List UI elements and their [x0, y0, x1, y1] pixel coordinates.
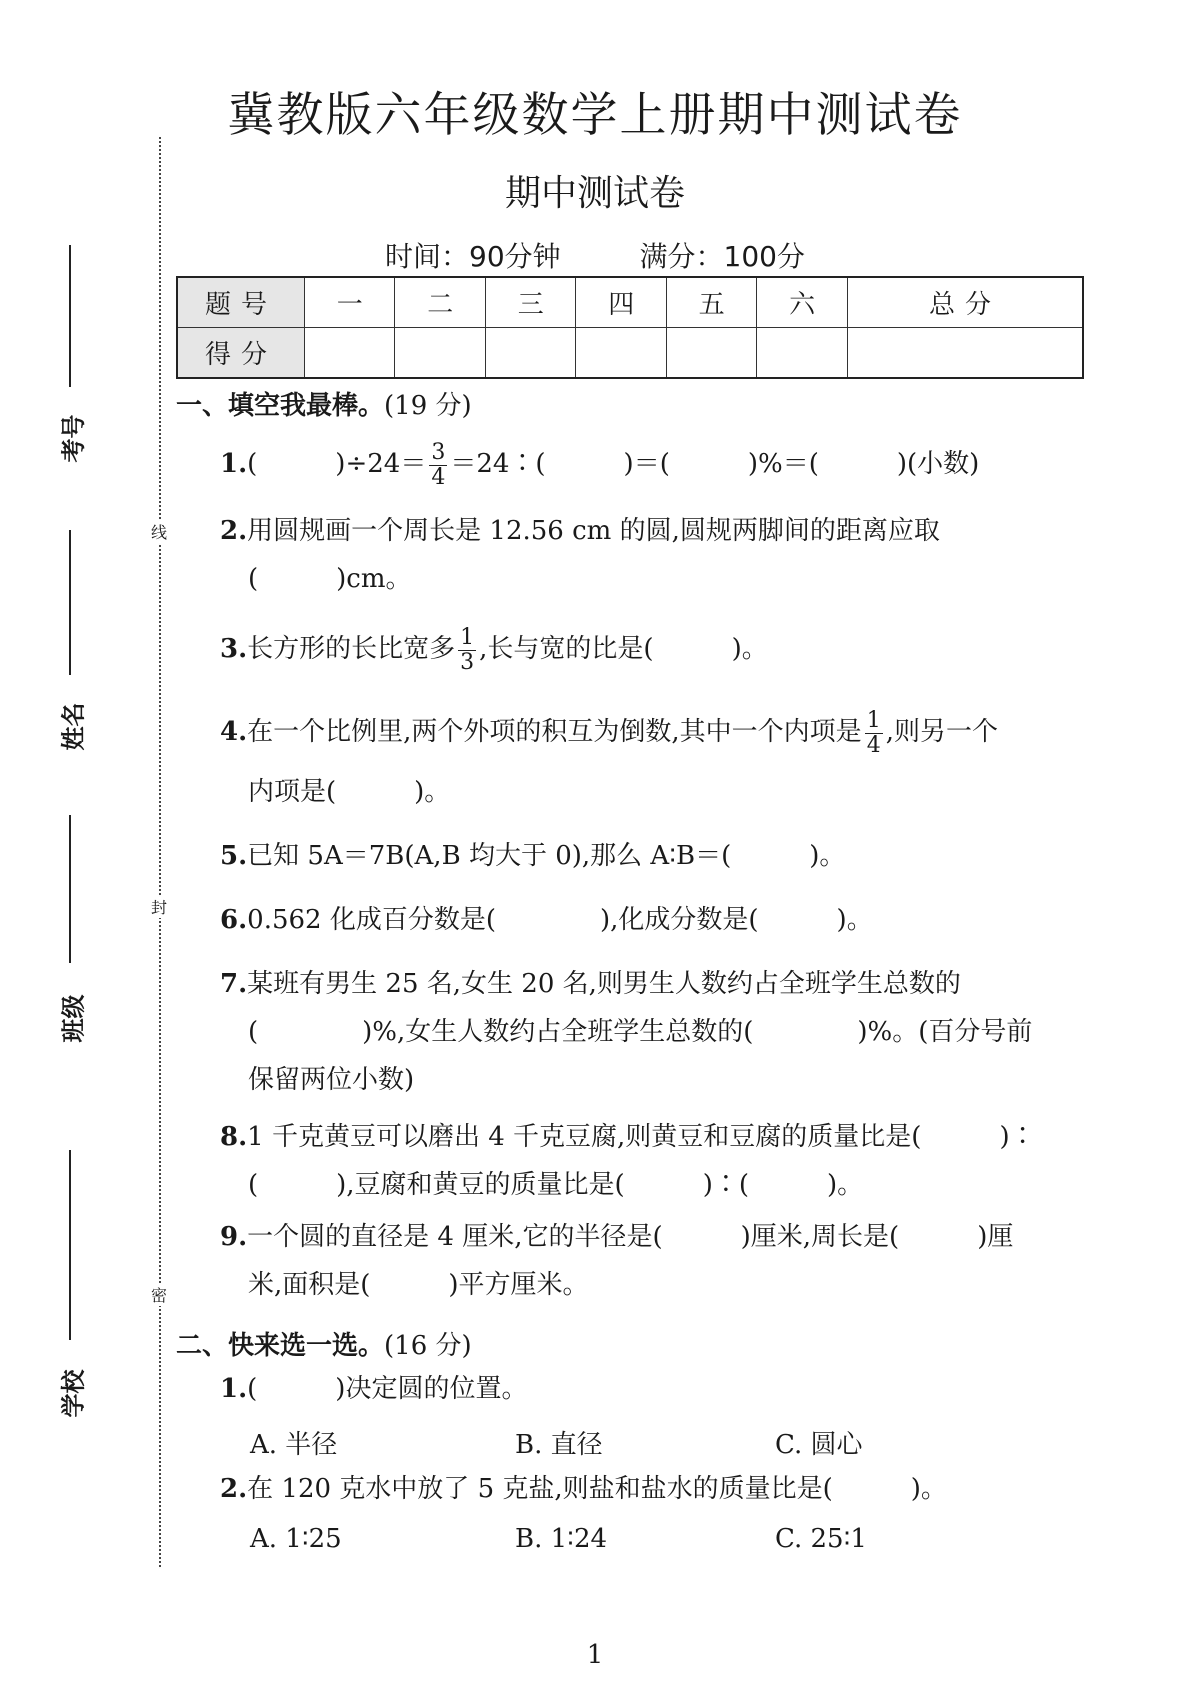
question-text: ( )决定圆的位置。 — [247, 1374, 528, 1404]
section-1-points: (19 分) — [384, 391, 472, 421]
binding-dotted-line — [159, 137, 161, 1567]
question-number: 1. — [220, 449, 248, 479]
question-text: 用圆规画一个周长是 12.56 cm 的圆,圆规两脚间的距离应取 — [247, 516, 940, 546]
s1-question-9 — [220, 1213, 1100, 1309]
s2-question-2 — [220, 1465, 1100, 1513]
question-text: ( )÷24＝ — [247, 449, 427, 479]
question-text: ＝24∶( )＝( )%＝( )(小数) — [450, 449, 980, 479]
score-table-score-row — [177, 328, 1083, 379]
section-1-heading — [176, 385, 472, 422]
cut-mark-secret: 密 — [147, 1283, 171, 1306]
fraction-denominator: 4 — [431, 464, 446, 490]
column-6: 六 — [757, 277, 847, 328]
question-text-line-2: 米,面积是( )平方厘米。 — [248, 1270, 589, 1300]
full-score: 满分：100分 — [639, 240, 805, 273]
question-number: 9. — [220, 1222, 248, 1252]
column-2: 二 — [395, 277, 485, 328]
score-table — [176, 276, 1084, 379]
s1-question-1 — [220, 440, 1100, 490]
fraction-numerator: 1 — [866, 707, 881, 733]
question-number: 1. — [220, 1374, 248, 1404]
question-text: ,则另一个 — [885, 717, 998, 747]
question-number: 2. — [220, 1474, 248, 1504]
question-text: 1 千克黄豆可以磨出 4 千克豆腐,则黄豆和豆腐的质量比是( )∶ — [247, 1122, 1036, 1152]
name-label: 姓名 — [59, 702, 88, 751]
column-total: 总分 — [847, 277, 1083, 328]
section-2-heading — [176, 1325, 472, 1362]
question-text-line-3: 保留两位小数) — [248, 1065, 415, 1095]
s1-question-8 — [220, 1113, 1100, 1209]
question-text: ,长与宽的比是( )。 — [479, 634, 768, 664]
cut-mark-seal: 封 — [147, 895, 171, 918]
question-text: 一个圆的直径是 4 厘米,它的半径是( )厘米,周长是( )厘 — [247, 1222, 1014, 1252]
question-text: 在 120 克水中放了 5 克盐,则盐和盐水的质量比是( )。 — [247, 1474, 947, 1504]
question-text: 在一个比例里,两个外项的积互为倒数,其中一个内项是 — [247, 717, 862, 747]
question-number: 5. — [220, 841, 248, 871]
option-b[interactable]: B. 1∶24 — [515, 1524, 608, 1554]
score-cell[interactable] — [757, 328, 847, 379]
column-5: 五 — [666, 277, 756, 328]
question-number: 2. — [220, 516, 248, 546]
fraction — [429, 441, 447, 490]
option-a[interactable]: A. 半径 — [250, 1430, 338, 1460]
s1-question-6 — [220, 896, 1100, 944]
question-text-line-2: ( ),豆腐和黄豆的质量比是( )∶( )。 — [248, 1170, 864, 1200]
section-2-title: 二、快来选一选。 — [176, 1331, 385, 1361]
fraction-numerator: 3 — [431, 439, 446, 465]
section-1-title: 一、填空我最棒。 — [176, 391, 385, 421]
question-text: 0.562 化成百分数是( ),化成分数是( )。 — [247, 905, 873, 935]
class-blank[interactable] — [69, 815, 71, 963]
fraction-numerator: 1 — [460, 624, 475, 650]
s1-question-3 — [220, 625, 1100, 675]
option-c[interactable]: C. 圆心 — [775, 1430, 863, 1460]
page-number: 1 — [586, 1640, 604, 1670]
score-cell[interactable] — [395, 328, 485, 379]
column-3: 三 — [485, 277, 575, 328]
s1-question-2 — [220, 507, 1100, 603]
question-number: 8. — [220, 1122, 248, 1152]
score-cell[interactable] — [576, 328, 666, 379]
name-blank[interactable] — [69, 530, 71, 675]
class-label: 班级 — [59, 994, 88, 1043]
question-text-line-2: ( )%,女生人数约占全班学生总数的( )%。(百分号前 — [248, 1017, 1033, 1047]
question-text: 已知 5A＝7B(A,B 均大于 0),那么 A∶B＝( )。 — [247, 841, 846, 871]
exam-info — [0, 235, 1190, 275]
score-cell[interactable] — [485, 328, 575, 379]
exam-number-label: 考号 — [59, 414, 88, 463]
score-cell-total[interactable] — [847, 328, 1083, 379]
s1-question-4 — [220, 708, 1100, 816]
option-a[interactable]: A. 1∶25 — [250, 1524, 342, 1554]
school-blank[interactable] — [69, 1150, 71, 1340]
cut-mark-line: 线 — [147, 520, 171, 543]
column-1: 一 — [305, 277, 395, 328]
score-cell[interactable] — [305, 328, 395, 379]
question-number: 6. — [220, 905, 248, 935]
question-text-line-2: 内项是( )。 — [248, 776, 451, 807]
fraction-denominator: 4 — [866, 732, 881, 758]
option-c[interactable]: C. 25∶1 — [775, 1524, 867, 1554]
time-limit: 时间：90分钟 — [385, 240, 561, 273]
s2-question-1 — [220, 1365, 1100, 1413]
exam-subtitle: 期中测试卷 — [504, 173, 685, 214]
fraction — [865, 709, 883, 758]
question-text-line-2: ( )cm。 — [248, 564, 412, 594]
s1-question-5 — [220, 832, 1100, 880]
fraction — [458, 626, 476, 675]
fraction-denominator: 3 — [460, 649, 475, 675]
score-table-header-row — [177, 277, 1083, 328]
question-number-label: 题号 — [177, 277, 305, 328]
question-number: 7. — [220, 969, 248, 999]
question-text: 某班有男生 25 名,女生 20 名,则男生人数约占全班学生总数的 — [247, 969, 961, 999]
section-2-points: (16 分) — [384, 1331, 472, 1361]
option-b[interactable]: B. 直径 — [515, 1430, 603, 1460]
score-cell[interactable] — [666, 328, 756, 379]
exam-title: 冀教版六年级数学上册期中测试卷 — [227, 88, 963, 143]
column-4: 四 — [576, 277, 666, 328]
question-number: 4. — [220, 717, 248, 747]
s1-question-7 — [220, 960, 1100, 1104]
score-label: 得分 — [177, 328, 305, 379]
school-label: 学校 — [59, 1369, 88, 1418]
question-text: 长方形的长比宽多 — [247, 634, 456, 664]
question-number: 3. — [220, 634, 248, 664]
